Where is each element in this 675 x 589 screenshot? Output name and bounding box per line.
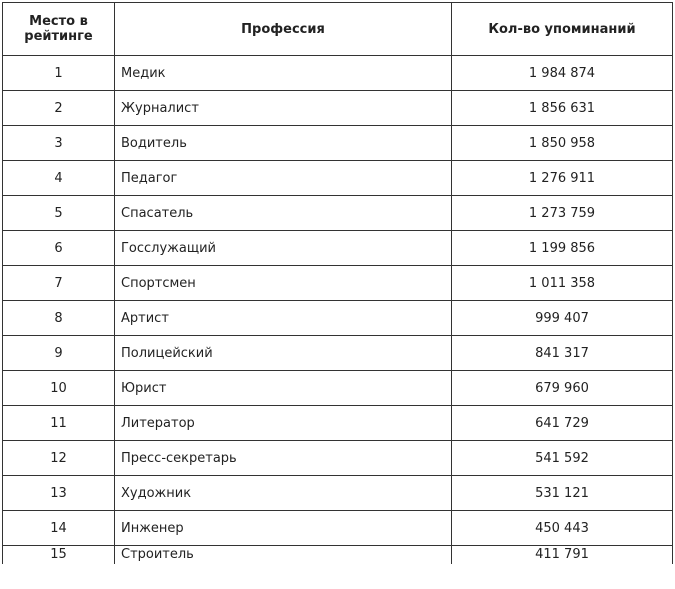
rank-cell: 7 (3, 266, 115, 301)
mentions-cell: 1 199 856 (452, 231, 673, 266)
mentions-cell (452, 546, 673, 565)
table-row (3, 371, 673, 406)
table-row (3, 336, 673, 371)
profession-text: Строитель (121, 547, 194, 562)
rank-cell: 1 (3, 56, 115, 91)
profession-cell: Спасатель (115, 196, 452, 231)
profession-cell: Водитель (115, 126, 452, 161)
mentions-cell: 1 856 631 (452, 91, 673, 126)
mentions-cell: 1 850 958 (452, 126, 673, 161)
ranking-table (2, 2, 673, 564)
profession-cell: Юрист (115, 371, 452, 406)
rank-cell: 13 (3, 476, 115, 511)
profession-cell: Литератор (115, 406, 452, 441)
profession-cell: Пресс-секретарь (115, 441, 452, 476)
table-row (3, 441, 673, 476)
mentions-cell: 450 443 (452, 511, 673, 546)
mentions-text: 411 791 (535, 547, 589, 562)
table-row (3, 546, 673, 565)
table-row (3, 91, 673, 126)
table-row (3, 196, 673, 231)
rank-cell: 5 (3, 196, 115, 231)
mentions-cell: 541 592 (452, 441, 673, 476)
header-row (3, 3, 673, 56)
header-profession: Профессия (115, 3, 452, 56)
table-row (3, 126, 673, 161)
rank-cell: 14 (3, 511, 115, 546)
header-mentions: Кол-во упоминаний (452, 3, 673, 56)
table-row (3, 161, 673, 196)
mentions-cell: 641 729 (452, 406, 673, 441)
mentions-cell: 1 276 911 (452, 161, 673, 196)
rank-cell (3, 546, 115, 565)
mentions-cell: 679 960 (452, 371, 673, 406)
rank-cell: 10 (3, 371, 115, 406)
rank-cell: 4 (3, 161, 115, 196)
mentions-cell: 531 121 (452, 476, 673, 511)
profession-cell: Инженер (115, 511, 452, 546)
table-row (3, 476, 673, 511)
profession-cell (115, 546, 452, 565)
rank-cell: 6 (3, 231, 115, 266)
profession-cell: Госслужащий (115, 231, 452, 266)
profession-cell: Артист (115, 301, 452, 336)
rank-cell: 11 (3, 406, 115, 441)
rank-cell: 3 (3, 126, 115, 161)
rank-cell: 9 (3, 336, 115, 371)
profession-cell: Художник (115, 476, 452, 511)
mentions-cell: 1 984 874 (452, 56, 673, 91)
rank-text: 15 (50, 547, 67, 562)
profession-cell: Спортсмен (115, 266, 452, 301)
rank-cell: 2 (3, 91, 115, 126)
profession-cell: Педагог (115, 161, 452, 196)
mentions-cell: 841 317 (452, 336, 673, 371)
profession-cell: Журналист (115, 91, 452, 126)
mentions-cell: 999 407 (452, 301, 673, 336)
table-row (3, 511, 673, 546)
table-row (3, 266, 673, 301)
table-row (3, 301, 673, 336)
mentions-cell: 1 011 358 (452, 266, 673, 301)
rank-cell: 12 (3, 441, 115, 476)
table-row (3, 56, 673, 91)
mentions-cell: 1 273 759 (452, 196, 673, 231)
profession-cell: Полицейский (115, 336, 452, 371)
table-row (3, 231, 673, 266)
rank-cell: 8 (3, 301, 115, 336)
profession-cell: Медик (115, 56, 452, 91)
table-row (3, 406, 673, 441)
header-rank: Место в рейтинге (3, 3, 115, 56)
